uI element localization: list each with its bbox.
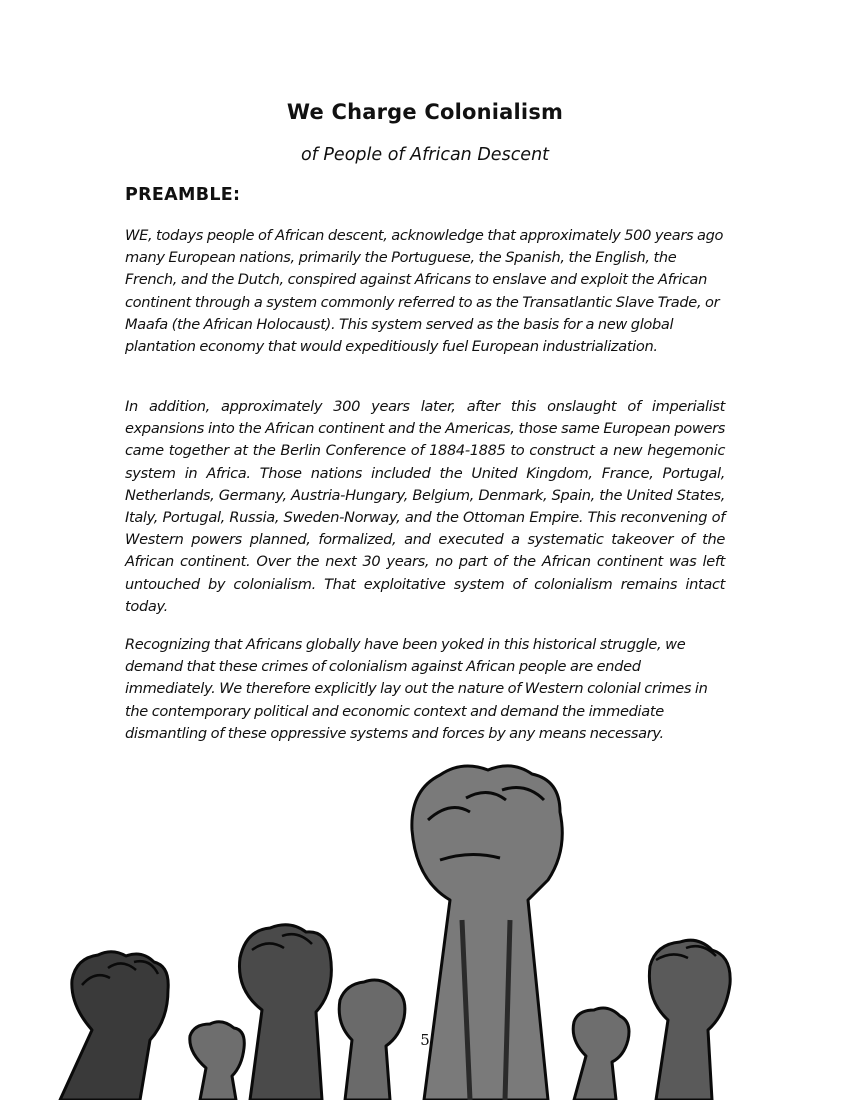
paragraph-2: In addition, approximately 300 years later, after this onslaught of imperialist expansions into the African continent and the Americas, those same European powers came together at the Berlin Conference of 1884-1885 to construct a new hegemonic system in Africa. Those nations included the United Kingdom, France, Portugal, Netherlands, Germany, Austria-Hungary, Belgium, Denmark, Spain, the United States, Italy, Portugal, Russia, Sweden-Norway, and the Ottoman Empire. This reconvening of Western powers planned, formalized, and executed a systematic takeover of the African continent. Over the next 30 years, no part of the African continent was left untouched by colonialism. That exploitative system of colonialism remains intact today.	[125, 398, 725, 615]
fist-center-left-icon	[339, 980, 405, 1100]
paragraph-1: WE, todays people of African descent, acknowledge that approximately 500 years ago many European nations, primarily the Portuguese, the Spanish, the English, the French, and the Dutch, conspired against Africans to enslave and exploit the African continent through a system commonly referred to as the Transatlantic Slave Trade, or Maafa (the African Holocaust). This system served as the basis for a new global plantation economy that would expeditiously fuel European industrialization.	[125, 227, 724, 356]
page-title: We Charge Colonialism	[286, 100, 564, 124]
page-subtitle: of People of African Descent	[300, 145, 550, 165]
fist-left-center-icon	[239, 925, 331, 1100]
section-heading: PREAMBLE:	[125, 185, 241, 205]
fist-left-icon	[60, 952, 168, 1100]
fist-small-right-icon	[573, 1008, 629, 1100]
paragraph-3: Recognizing that Africans globally have been yoked in this historical struggle, we demand that these crimes of colonialism against African people are ended immediately. We therefore explicitly lay out the nature of Western colonial crimes in the contemporary political and economic context and demand the immediate dismantling of these oppressive systems and forces by any means necessary.	[125, 636, 708, 742]
fist-right-icon	[649, 940, 730, 1100]
fist-small-left-icon	[190, 1022, 244, 1100]
fist-center-icon	[412, 766, 562, 1100]
page-number: 5	[420, 1031, 430, 1049]
